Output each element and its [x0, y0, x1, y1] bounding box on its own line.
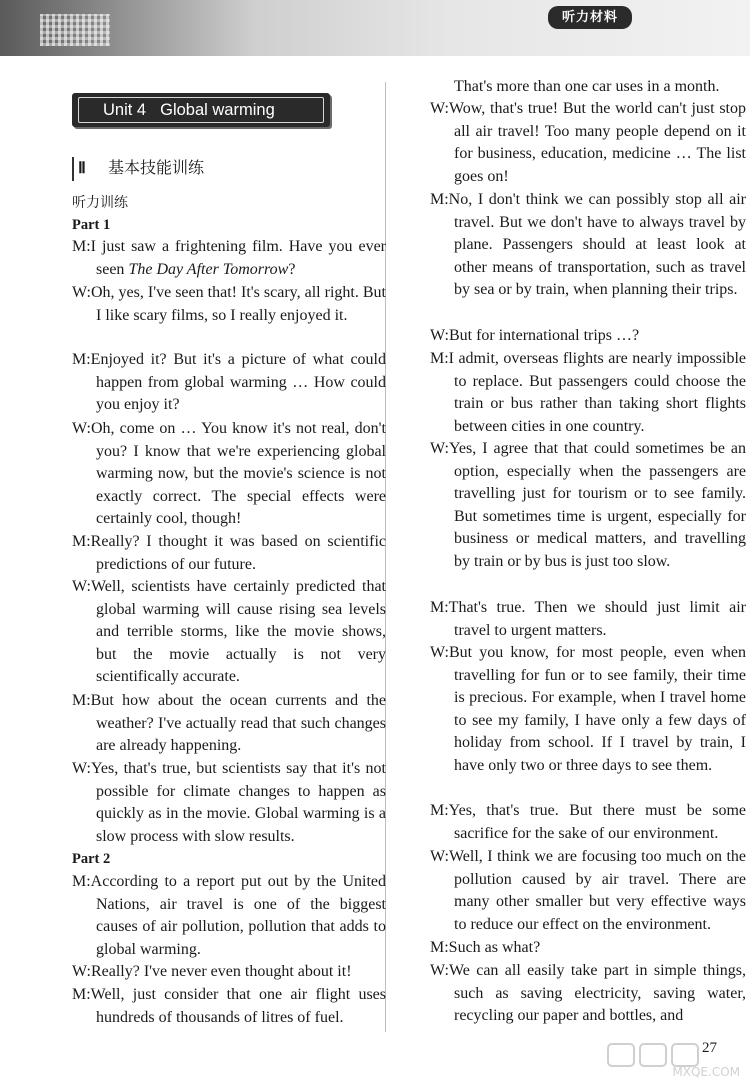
dialogue-turn-8	[72, 758, 386, 848]
unit-banner	[72, 93, 330, 127]
speaker-label: W:	[430, 327, 449, 344]
speaker-label: M:	[430, 599, 449, 616]
utterance-text: That's true. Then we should just limit air travel to urgent matters.	[448, 599, 746, 639]
dialogue-turn-9	[72, 871, 386, 961]
speaker-label: W:	[430, 440, 449, 457]
dialogue-turn-20	[430, 846, 746, 936]
utterance-text: But you know, for most people, even when travelling for fun or to see family, their time is precious. For example, when I travel home to see my family, I have only a few days of holiday from school. If I travel by train, I have only two or three days to see them.	[448, 644, 746, 774]
speaker-label: W:	[72, 760, 91, 777]
utterance-text: Well, just consider that one air flight uses hundreds of thousands of litres of fuel.	[90, 986, 386, 1026]
speaker-label: M:	[430, 802, 449, 819]
dialogue-turn-14	[430, 325, 746, 348]
dialogue-turn-5	[72, 531, 386, 576]
utterance-text: According to a report put out by the United Nations, air travel is one of the biggest causes of air pollution, pollution that adds to global warming.	[90, 873, 386, 958]
dialogue-turn-19	[430, 800, 746, 845]
section-title: 基本技能训练	[108, 158, 205, 177]
utterance-text: Really? I thought it was based on scientific predictions of our future.	[90, 533, 386, 573]
utterance-text: Well, scientists have certainly predicted that global warming will cause rising sea levels and terrible storms, like the movie shows, but the movie actually is not very scientifically accurate.	[90, 578, 386, 686]
page-number: 27	[702, 1040, 717, 1056]
utterance-text: No, I don't think we can possibly stop all air travel. But we don't have to always travel by plane. Passengers should at least look at other means of transportation, such as travel by sea or by train, when planning their trips.	[448, 191, 746, 299]
unit-label: Unit 4	[103, 101, 147, 119]
header-pattern-icon	[40, 14, 110, 46]
dialogue-turn-12	[430, 98, 746, 188]
utterance-text: Well, I think we are focusing too much on the pollution caused by air travel. There are many other smaller but very effective ways to reduce our effect on the environment.	[448, 848, 746, 933]
speaker-label: M:	[430, 350, 449, 367]
speaker-label: M:	[72, 533, 91, 550]
speaker-label: W:	[72, 578, 91, 595]
utterance-text: Yes, I agree that that could sometimes be an option, especially when the passengers are travelling just for tourism or to see family. But sometimes time is urgent, especially for business or medical matters, and travelling by train or by bus is just too slow.	[448, 440, 746, 570]
unit-banner-frame	[78, 97, 324, 123]
film-title: The Day After Tomorrow	[128, 260, 289, 278]
speaker-label: M:	[430, 939, 449, 956]
dialogue-turn-7	[72, 690, 386, 758]
dialogue-turn-10	[72, 961, 386, 984]
watermark-text: MXQE.COM	[672, 1065, 740, 1079]
subsection-heading: 听力训练	[72, 195, 128, 211]
section-heading	[72, 156, 372, 180]
dialogue-turn-1	[72, 236, 386, 281]
dialogue-turn-2	[72, 282, 386, 327]
dialogue-turn-18	[430, 642, 746, 778]
utterance-text: I admit, overseas flights are nearly impossible to replace. But passengers could choose the train or bus rather than taking short flights between cities in one country.	[448, 350, 746, 435]
dialogue-turn-22	[430, 960, 746, 1028]
utterance-text: Enjoyed it? But it's a picture of what could happen from global warming … How could you enjoy it?	[90, 351, 386, 414]
utterance-text: Such as what?	[448, 939, 541, 956]
speaker-label: W:	[430, 848, 449, 865]
part-1-heading: Part 1	[72, 217, 111, 233]
utterance-text: But for international trips …?	[448, 327, 640, 344]
dialogue-turn-16	[430, 438, 746, 574]
dialogue-turn-17	[430, 597, 746, 642]
utterance-text: We can all easily take part in simple things, such as saving electricity, saving water, recycling our paper and bottles, and	[448, 962, 746, 1025]
part-2-heading: Part 2	[72, 851, 111, 867]
dialogue-turn-3	[72, 349, 386, 417]
speaker-label: W:	[72, 284, 91, 301]
dialogue-turn-13	[430, 189, 746, 302]
speaker-label: W:	[430, 644, 449, 661]
header-decorative-strip	[0, 0, 750, 56]
dialogue-turn-6	[72, 576, 386, 689]
speaker-label: M:	[72, 238, 91, 255]
speaker-label: M:	[72, 986, 91, 1003]
utterance-text: Yes, that's true, but scientists say that it's not possible for climate changes to happen as quickly as in the movie. Global warming is a slow process with slow results.	[90, 760, 386, 845]
utterance-text: Oh, yes, I've seen that! It's scary, all right. But I like scary films, so I really enjoyed it.	[90, 284, 386, 324]
speaker-label: W:	[72, 420, 91, 437]
speaker-label: W:	[430, 100, 449, 117]
speaker-label: M:	[430, 191, 449, 208]
dialogue-turn-4	[72, 418, 386, 531]
utterance-text: Oh, come on … You know it's not real, don't you? I know that we're experiencing global warming now, but the movie's science is not exactly correct. The special effects were certainly cool, though!	[90, 420, 386, 528]
dialogue-continuation	[430, 76, 746, 99]
section-mark: Ⅱ	[72, 157, 94, 181]
watermark	[600, 1040, 740, 1084]
unit-title: Global warming	[160, 101, 275, 119]
utterance-text: Wow, that's true! But the world can't just stop all air travel! Too many people depend on it for business, education, medicine … The list goes on!	[448, 100, 746, 185]
utterance-text: Yes, that's true. But there must be some sacrifice for the sake of our environment.	[448, 802, 746, 842]
dialogue-turn-15	[430, 348, 746, 438]
speaker-label: W:	[430, 962, 449, 979]
utterance-text: That's more than one car uses in a month.	[454, 78, 720, 95]
utterance-text: Really? I've never even thought about it!	[90, 963, 352, 980]
dialogue-turn-21	[430, 937, 746, 960]
dialogue-turn-11	[72, 984, 386, 1029]
speaker-label: M:	[72, 351, 91, 368]
section-badge: 听力材料	[548, 6, 632, 29]
speaker-label: M:	[72, 873, 91, 890]
utterance-text: I just saw a frightening film. Have you ever seen The Day After Tomorrow?	[90, 238, 386, 278]
speaker-label: W:	[72, 963, 91, 980]
speaker-label: M:	[72, 692, 91, 709]
utterance-text: But how about the ocean currents and the weather? I've actually read that such changes are already happening.	[90, 692, 386, 755]
